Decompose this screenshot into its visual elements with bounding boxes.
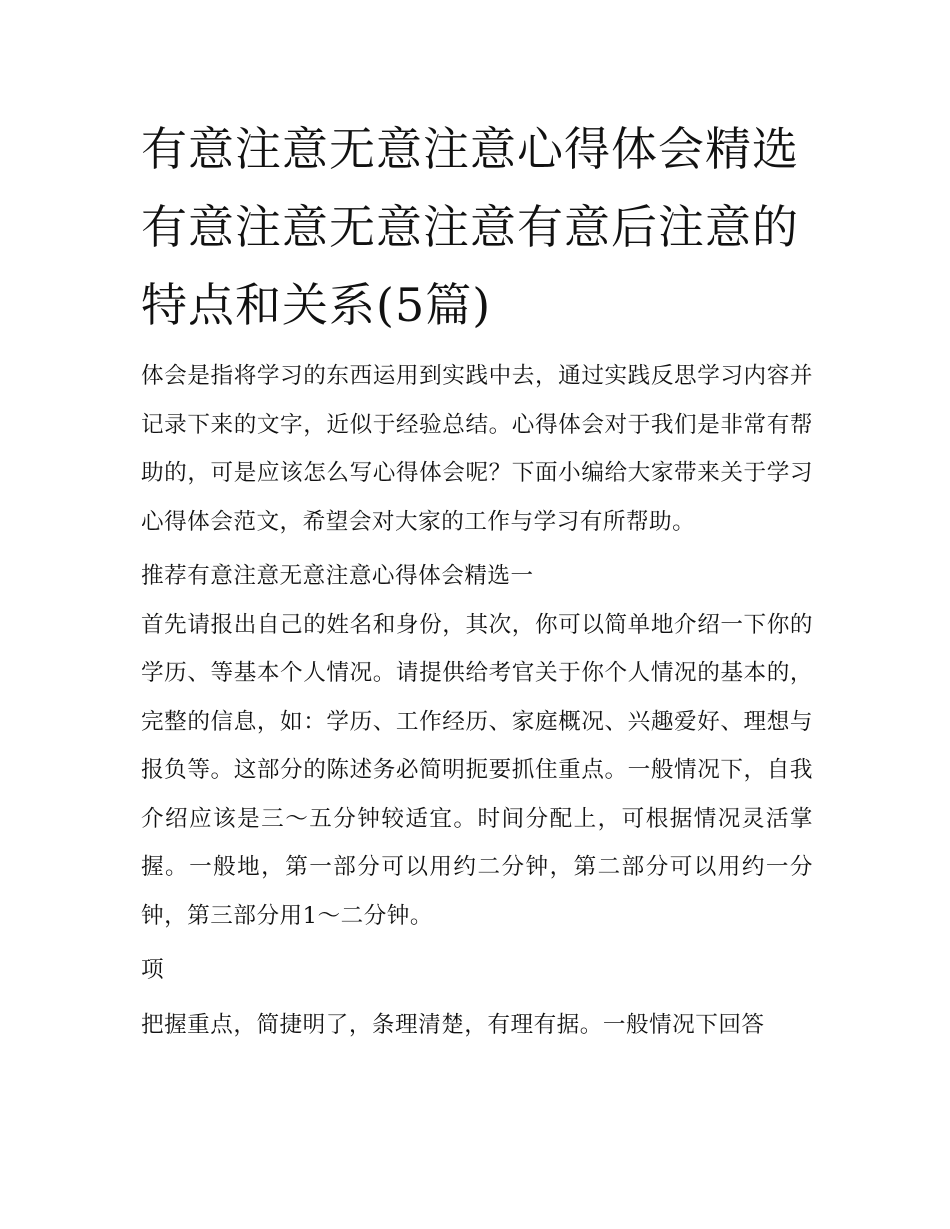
document-title: 有意注意无意注意心得体会精选 有意注意无意注意有意后注意的特点和关系(5篇) [141,122,799,332]
intro-paragraph: 体会是指将学习的东西运用到实践中去，通过实践反思学习内容并记录下来的文字，近似于经验总结。心得体会对于我们是非常有帮助的，可是应该怎么写心得体会呢？下面小编给大家带来关于学习心得体会范文，希望会对大家的工作与学习有所帮助。 [141,363,813,535]
body-paragraph-1: 首先请报出自己的姓名和身份，其次，你可以简单地介绍一下你的学历、等基本个人情况。请提供给考官关于你个人情况的基本的，完整的信息，如：学历、工作经历、家庭概况、兴趣爱好、理想与报负等。这部分的陈述务必简明扼要抓住重点。一般情况下，自我介绍应该是三～五分钟较适宜。时间分配上，可根据情况灵活掌握。一般地，第一部分可以用约二分钟，第二部分可以用约一分钟，第三部分用1～二分钟。 [141,611,813,929]
section-heading: 推荐有意注意无意注意心得体会精选一 [141,563,534,589]
item-label: 项 [141,957,165,983]
body-paragraph-2: 把握重点，简捷明了，条理清楚，有理有据。一般情况下回答 [141,1011,765,1038]
document-page [141,110,813,1049]
